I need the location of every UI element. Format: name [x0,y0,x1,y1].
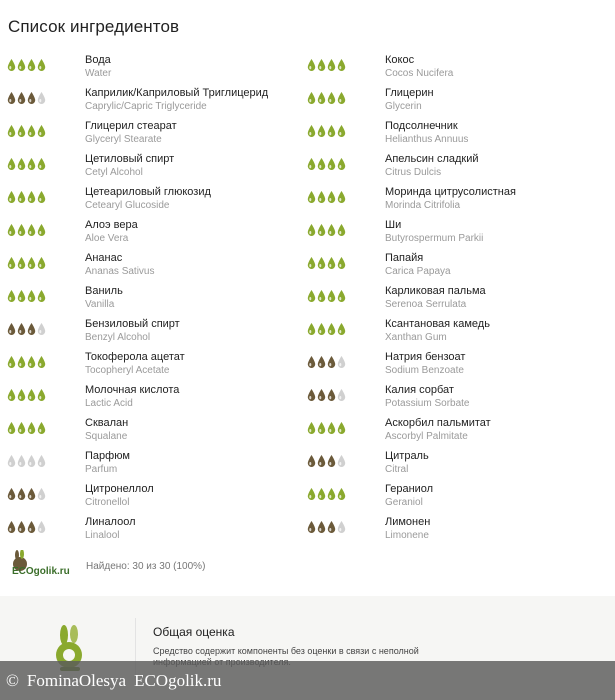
ingredient-rating [307,487,346,501]
rating-drop-icon [27,388,36,402]
ingredient-latin-name: Parfum [85,464,118,475]
found-count: Найдено: 30 из 30 (100%) [86,561,206,572]
rating-drop-icon [17,355,26,369]
logo-text: ECOgolik.ru [12,566,70,577]
ingredient-latin-name: Squalane [85,431,128,442]
rating-drop-icon [17,421,26,435]
page-title: Список ингредиентов [8,17,180,36]
ingredient-name[interactable]: Ананас [85,252,123,264]
rating-drop-icon [27,256,36,270]
ingredient-latin-name: Cetyl Alcohol [85,167,143,178]
ingredient-rating [7,157,46,171]
rating-drop-icon [307,91,316,105]
rating-drop-icon [7,190,16,204]
rating-drop-icon [27,421,36,435]
rating-drop-icon [17,91,26,105]
summary-title: Общая оценка [153,625,235,639]
rating-drop-icon [327,388,336,402]
rating-drop-icon [37,487,46,501]
ingredient-rating [307,91,346,105]
rating-drop-icon [307,487,316,501]
rating-drop-icon [317,355,326,369]
ingredient-latin-name: Sodium Benzoate [385,365,464,376]
watermark-author: FominaOlesya [26,670,127,690]
ingredient-name[interactable]: Токоферола ацетат [85,351,185,363]
ingredient-latin-name: Aloe Vera [85,233,129,244]
ingredient-name[interactable]: Гераниол [385,483,434,495]
rating-drop-icon [17,256,26,270]
ingredient-name[interactable]: Ксантановая камедь [385,318,490,330]
rating-drop-icon [317,487,326,501]
ingredient-rating [7,58,46,72]
ingredient-rating [7,454,46,468]
ingredient-name[interactable]: Кокос [385,54,415,66]
rating-drop-icon [317,157,326,171]
rating-drop-icon [307,58,316,72]
rating-drop-icon [337,124,346,138]
ingredient-latin-name: Vanilla [85,299,115,310]
rating-drop-icon [27,91,36,105]
rating-drop-icon [337,454,346,468]
rating-drop-icon [317,322,326,336]
rating-drop-icon [37,124,46,138]
ingredient-rating [307,289,346,303]
rating-drop-icon [17,58,26,72]
rating-drop-icon [7,223,16,237]
rating-drop-icon [307,520,316,534]
ingredient-latin-name: Caprylic/Capric Triglyceride [85,101,207,112]
rating-drop-icon [337,157,346,171]
rating-drop-icon [317,289,326,303]
rating-drop-icon [17,520,26,534]
ingredient-latin-name: Ananas Sativus [85,266,155,277]
rating-drop-icon [27,520,36,534]
ingredient-rating [307,421,346,435]
ingredient-name[interactable]: Моринда цитрусолистная [385,186,516,198]
ingredient-latin-name: Carica Papaya [385,266,451,277]
rating-drop-icon [27,157,36,171]
rating-drop-icon [337,223,346,237]
ingredient-rating [7,223,46,237]
ingredient-latin-name: Geraniol [385,497,423,508]
ingredient-latin-name: Benzyl Alcohol [85,332,151,343]
rating-drop-icon [17,223,26,237]
rating-drop-icon [307,388,316,402]
rating-drop-icon [37,355,46,369]
rating-drop-icon [307,289,316,303]
rating-drop-icon [337,520,346,534]
rating-drop-icon [327,190,336,204]
rating-drop-icon [27,487,36,501]
rating-drop-icon [317,421,326,435]
ingredient-latin-name: Xanthan Gum [385,332,447,343]
rating-drop-icon [17,322,26,336]
ingredient-name[interactable]: Молочная кислота [85,384,180,396]
ingredient-name[interactable]: Глицерин [385,87,434,99]
rating-drop-icon [327,487,336,501]
ingredient-rating [307,454,346,468]
ingredient-name[interactable]: Сквалан [85,417,129,429]
rating-drop-icon [27,322,36,336]
ingredient-latin-name: Butyrospermum Parkii [385,233,484,244]
rating-drop-icon [337,91,346,105]
rating-drop-icon [37,520,46,534]
rating-drop-icon [327,322,336,336]
ingredient-rating [7,520,46,534]
ingredient-latin-name: Serenoa Serrulata [385,299,467,310]
rating-drop-icon [327,454,336,468]
rating-drop-icon [307,355,316,369]
rating-drop-icon [27,190,36,204]
rating-drop-icon [37,454,46,468]
rating-drop-icon [327,256,336,270]
ingredient-latin-name: Helianthus Annuus [385,134,469,145]
ingredient-latin-name: Cocos Nucifera [385,68,454,79]
ingredient-name[interactable]: Подсолнечник [385,120,458,132]
rating-drop-icon [17,289,26,303]
rating-drop-icon [37,421,46,435]
rating-drop-icon [327,58,336,72]
ingredient-name[interactable]: Цитраль [385,450,429,462]
ingredient-latin-name: Citronellol [85,497,130,508]
rating-drop-icon [27,454,36,468]
rating-drop-icon [27,124,36,138]
rating-drop-icon [307,124,316,138]
summary-text: Средство содержит компоненты без оценки в связи с неполной [153,646,419,656]
rating-drop-icon [307,223,316,237]
rating-drop-icon [317,91,326,105]
rating-drop-icon [27,289,36,303]
rating-drop-icon [337,190,346,204]
rating-drop-icon [37,322,46,336]
rating-drop-icon [7,355,16,369]
rating-drop-icon [17,388,26,402]
rating-drop-icon [27,223,36,237]
rating-drop-icon [37,256,46,270]
ingredient-latin-name: Citrus Dulcis [385,167,442,178]
rating-drop-icon [317,58,326,72]
ingredient-name[interactable]: Линалоол [85,516,136,528]
ingredient-latin-name: Lactic Acid [85,398,133,409]
rating-drop-icon [7,487,16,501]
ingredient-latin-name: Potassium Sorbate [385,398,470,409]
watermark-site: ECOgolik.ru [134,670,222,690]
ingredient-rating [307,520,346,534]
rating-drop-icon [307,256,316,270]
rating-drop-icon [317,190,326,204]
ingredient-rating [307,190,346,204]
rating-drop-icon [327,520,336,534]
ingredient-latin-name: Water [85,68,112,79]
ingredient-name[interactable]: Алоэ вера [85,219,138,231]
rating-drop-icon [7,289,16,303]
rating-drop-icon [7,322,16,336]
rating-drop-icon [337,58,346,72]
ingredient-latin-name: Ascorbyl Palmitate [385,431,468,442]
ingredient-name[interactable]: Бензиловый спирт [85,318,180,330]
copyright-symbol: © [6,670,19,690]
rating-drop-icon [307,421,316,435]
rating-drop-icon [317,454,326,468]
ingredient-rating [7,421,46,435]
ingredient-latin-name: Cetearyl Glucoside [85,200,170,211]
ingredient-name[interactable]: Натрия бензоат [385,351,466,363]
ingredient-latin-name: Glycerin [385,101,422,112]
rating-drop-icon [307,322,316,336]
ingredient-latin-name: Morinda Citrifolia [385,200,461,211]
ingredient-name[interactable]: Карликовая пальма [385,285,486,297]
rating-drop-icon [7,157,16,171]
rating-drop-icon [17,124,26,138]
rating-drop-icon [17,454,26,468]
ingredient-name[interactable]: Папайя [385,252,424,264]
rating-drop-icon [317,223,326,237]
ingredient-name[interactable]: Вода [85,54,111,66]
rating-drop-icon [327,124,336,138]
ingredient-rating [7,388,46,402]
rating-drop-icon [337,256,346,270]
ingredient-name[interactable]: Ши [385,219,402,231]
rating-drop-icon [317,520,326,534]
ingredient-rating [7,487,46,501]
rating-drop-icon [27,355,36,369]
ingredient-rating [307,322,346,336]
ingredient-latin-name: Tocopheryl Acetate [85,365,170,376]
rating-drop-icon [7,256,16,270]
rating-drop-icon [337,388,346,402]
rating-drop-icon [37,58,46,72]
ingredient-name[interactable]: Каприлик/Каприловый Триглицерид [85,87,269,99]
rating-drop-icon [37,289,46,303]
rating-drop-icon [37,388,46,402]
ingredient-latin-name: Citral [385,464,409,475]
ingredient-name[interactable]: Цетеариловый глюкозид [85,186,211,198]
rating-drop-icon [337,289,346,303]
rating-drop-icon [317,256,326,270]
ingredient-rating [7,124,46,138]
rating-drop-icon [7,124,16,138]
ingredient-latin-name: Linalool [85,530,120,541]
ingredient-rating [307,223,346,237]
rating-drop-icon [307,454,316,468]
ingredient-latin-name: Glyceryl Stearate [85,134,162,145]
ingredient-rating [7,289,46,303]
rating-drop-icon [337,355,346,369]
rating-drop-icon [17,157,26,171]
rating-drop-icon [327,91,336,105]
rating-drop-icon [327,355,336,369]
rating-drop-icon [327,421,336,435]
rating-drop-icon [337,322,346,336]
ingredient-latin-name: Limonene [385,530,429,541]
rating-drop-icon [307,157,316,171]
ingredient-rating [7,91,46,105]
rating-drop-icon [317,124,326,138]
ingredient-name[interactable]: Аскорбил пальмитат [385,417,491,429]
rating-drop-icon [17,190,26,204]
rating-drop-icon [7,520,16,534]
rating-drop-icon [37,190,46,204]
rating-drop-icon [307,190,316,204]
ingredient-name[interactable]: Цитронеллол [85,483,154,495]
ingredient-rating [307,355,346,369]
watermark-bar [0,661,615,700]
rating-drop-icon [337,487,346,501]
rating-drop-icon [37,91,46,105]
ingredient-name[interactable]: Лимонен [385,516,431,528]
rating-drop-icon [7,91,16,105]
ingredient-rating [7,355,46,369]
rating-drop-icon [327,289,336,303]
ingredient-rating [307,124,346,138]
rating-drop-icon [27,58,36,72]
rating-drop-icon [7,421,16,435]
ingredient-name[interactable]: Апельсин сладкий [385,153,479,165]
ingredient-rating [307,388,346,402]
rating-drop-icon [337,421,346,435]
ingredient-rating [307,58,346,72]
rating-drop-icon [37,223,46,237]
ingredient-name[interactable]: Парфюм [85,450,130,462]
ingredient-rating [7,322,46,336]
rating-drop-icon [327,223,336,237]
ingredient-name[interactable]: Цетиловый спирт [85,153,175,165]
rating-drop-icon [37,157,46,171]
rating-drop-icon [7,58,16,72]
rating-drop-icon [17,487,26,501]
rating-drop-icon [327,157,336,171]
ingredient-name[interactable]: Глицерил стеарат [85,120,177,132]
ingredient-rating [7,256,46,270]
rating-drop-icon [317,388,326,402]
rating-drop-icon [7,388,16,402]
ingredient-name[interactable]: Ваниль [85,285,123,297]
ingredient-rating [7,190,46,204]
ingredient-name[interactable]: Калия сорбат [385,384,454,396]
ingredient-rating [307,157,346,171]
rating-drop-icon [7,454,16,468]
ingredient-rating [307,256,346,270]
